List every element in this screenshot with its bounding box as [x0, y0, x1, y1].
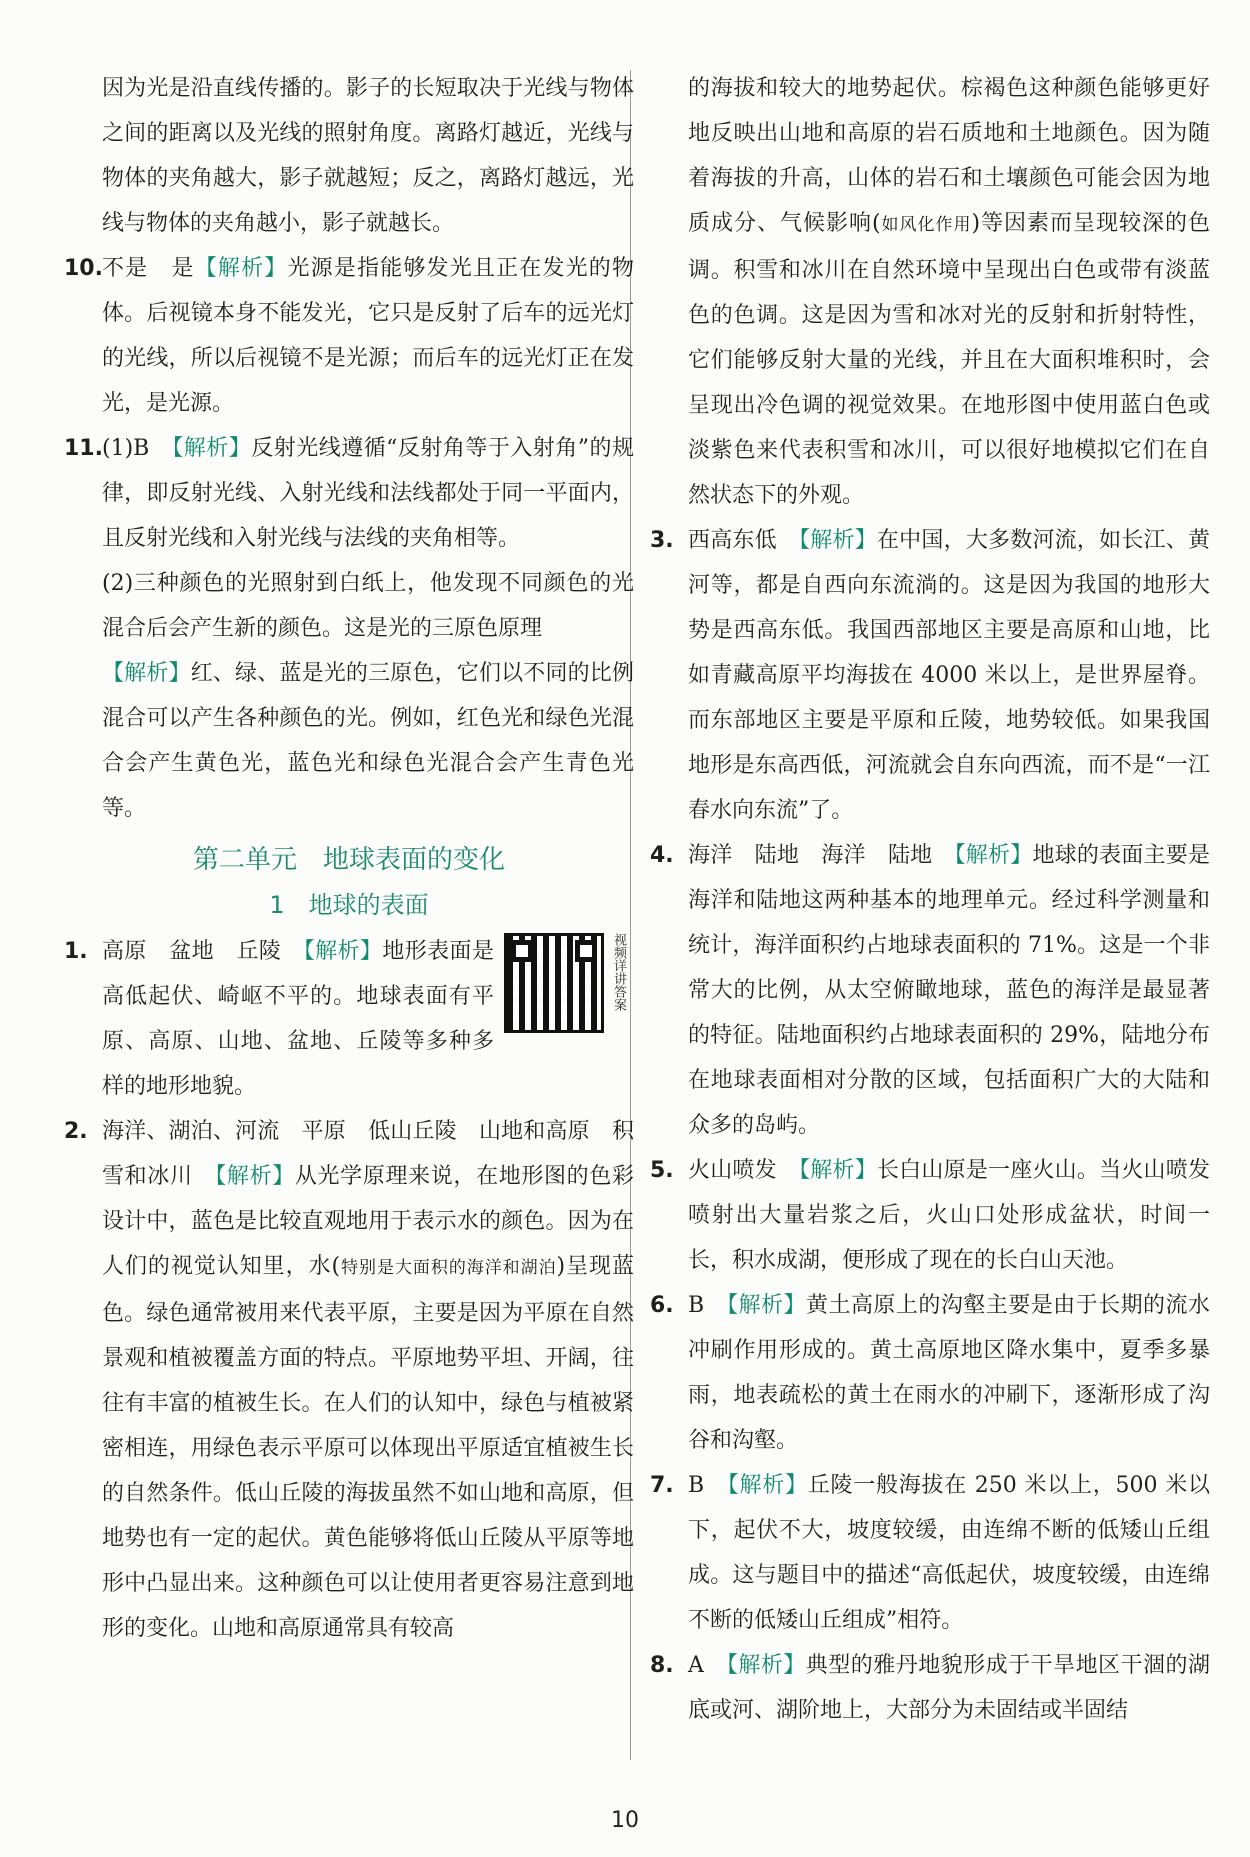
analysis-text: 的海拔和较大的地势起伏。棕褐色这种颜色能够更好地反映出山地和高原的岩石质地和土地颜色。因为随着海拔的升高，山体的岩石和土壤颜色可能会因为地质成分、气候影响(: [688, 76, 1210, 236]
intro-paragraph: 因为光是沿直线传播的。影子的长短取决于光线与物体之间的距离以及光线的照射角度。离路灯越近，光线与物体的夹角越大，影子就越短；反之，离路灯越远，光线与物体的夹角越小，影子就越长。: [102, 76, 634, 236]
analysis-text: 红、绿、蓝是光的三原色，它们以不同的比例混合可以产生各种颜色的光。例如，红色光和绿色光混合会产生黄色光，蓝色光和绿色光混合会产生青色光等。: [102, 661, 634, 821]
analysis-text: 典型的雅丹地貌形成于干旱地区干涸的湖底或河、湖阶地上，大部分为未固结或半固结: [688, 1653, 1210, 1723]
analysis-text: 反射光线遵循“反射角等于入射角”的规律，即反射光线、入射光线和法线都处于同一平面内，且反射光线和入射光线与法线的夹角相等。: [102, 436, 634, 551]
answer: 高原 盆地 丘陵: [102, 939, 304, 964]
analysis-text: 地形表面是高低起伏、崎岖不平的。地球表面有平原、高原、山地、盆地、丘陵等多种多样的地形地貌。: [102, 939, 494, 1099]
analysis-note: 如风化作用: [880, 215, 972, 235]
question-6: [650, 1283, 1210, 1463]
analysis-tag: 【解析】: [172, 436, 252, 461]
analysis-text: 从光学原理来说，在地形图的色彩设计中，蓝色是比较直观地用于表示水的颜色。因为在人们的视觉认知里，水(: [102, 1164, 634, 1279]
analysis-tag: 【解析】: [102, 661, 191, 686]
question-number: 4.: [650, 843, 674, 868]
analysis-text: 地球的表面主要是海洋和陆地这两种基本的地理单元。经过科学测量和统计，海洋面积约占地球表面积的 71%。这是一个非常大的比例，从太空俯瞰地球，蓝色的海洋是最显著的特征。陆地面积约占地球表面积的 29%，陆地分布在地球表面相对分散的区域，包括面积广大的大陆和众多的岛屿。: [688, 843, 1210, 1138]
question-number: 11.: [64, 436, 103, 461]
question-8: [650, 1643, 1210, 1733]
analysis-tag: 【解析】: [194, 256, 288, 281]
analysis-text-cont: )等因素而呈现较深的色调。积雪和冰川在自然环境中呈现出白色或带有淡蓝色的色调。这是因为雪和冰对光的反射和折射特性，它们能够反射大量的光线，并且在大面积堆积时，会呈现出冷色调的视觉效果。在地形图中使用蓝白色或淡紫色来代表积雪和冰川，可以很好地模拟它们在自然状态下的外观。: [688, 211, 1210, 508]
question-2-continued: [650, 66, 1210, 518]
analysis-text: 光源是指能够发光且正在发光的物体。后视镜本身不能发光，它只是反射了后车的远光灯的光线，所以后视镜不是光源；而后车的远光灯正在发光，是光源。: [102, 256, 634, 416]
answer: B: [688, 1293, 728, 1318]
analysis-tag: 【解析】: [727, 1293, 806, 1318]
answer: 海洋 陆地 海洋 陆地: [688, 843, 955, 868]
answer: 西高东低: [688, 528, 800, 553]
answer: 海洋、湖泊、河流 平原 低山丘陵 山地和高原 积雪和冰川: [102, 1119, 634, 1189]
answer: 不是 是: [102, 256, 195, 281]
question-number: 3.: [650, 528, 674, 553]
analysis-tag: 【解析】: [726, 1653, 806, 1678]
question-number: 7.: [650, 1473, 674, 1498]
analysis-tag: 【解析】: [303, 939, 383, 964]
question-11-part-2-analysis: [64, 651, 634, 831]
question-4: [650, 833, 1210, 1148]
analysis-tag: 【解析】: [215, 1164, 295, 1189]
answer: 火山喷发: [688, 1158, 800, 1183]
analysis-text-cont: )呈现蓝色。绿色通常被用来代表平原，主要是因为平原在自然景观和植被覆盖方面的特点。平原地势平坦、开阔，往往有丰富的植被生长。在人们的认知中，绿色与植被紧密相连，用绿色表示平原可以体现出平原适宜植被生长的自然条件。低山丘陵的海拔虽然不如山地和高原，但地势也有一定的起伏。黄色能够将低山丘陵从平原等地形中凸显出来。这种颜色可以让使用者更容易注意到地形的变化。山地和高原通常具有较高: [102, 1254, 634, 1641]
question-number: 6.: [650, 1293, 674, 1318]
answer: (1)B: [102, 436, 173, 461]
answer: A: [688, 1653, 727, 1678]
analysis-text: 黄土高原上的沟壑主要是由于长期的流水冲刷作用形成的。黄土高原地区降水集中，夏季多暴雨，地表疏松的黄土在雨水的冲刷下，逐渐形成了沟谷和沟壑。: [688, 1293, 1210, 1453]
analysis-tag: 【解析】: [799, 528, 877, 553]
question-11: [64, 426, 634, 561]
question-11-part-2: (2)三种颜色的光照射到白纸上，他发现不同颜色的光混合后会产生新的颜色。这是光的三原色原理: [102, 571, 634, 641]
analysis-text: 长白山原是一座火山。当火山喷发喷射出大量岩浆之后，火山口处形成盆状，时间一长，积水成湖，便形成了现在的长白山天池。: [688, 1158, 1210, 1273]
question-10: [64, 246, 634, 426]
unit-title: 第二单元 地球表面的变化: [192, 845, 505, 875]
question-number: 1.: [64, 939, 88, 964]
left-column: [64, 66, 634, 1651]
analysis-text: 在中国，大多数河流，如长江、黄河等，都是自西向东流淌的。这是因为我国的地形大势是西高东低。我国西部地区主要是高原和山地，比如青藏高原平均海拔在 4000 米以上，是世界屋脊。而东部地区主要是平原和丘陵，地势较低。如果我国地形是东高西低，河流就会自东向西流，而不是“一江春水向东流”了。: [688, 528, 1210, 823]
lesson-title: 1 地球的表面: [269, 891, 429, 919]
analysis-tag: 【解析】: [799, 1158, 877, 1183]
page-number: 10: [611, 1808, 639, 1833]
qr-label: 视频详讲答案: [611, 933, 626, 1011]
question-5: [650, 1148, 1210, 1283]
question-number: 5.: [650, 1158, 674, 1183]
analysis-note: 特别是大面积的海洋和湖泊: [340, 1258, 557, 1278]
question-3: [650, 518, 1210, 833]
question-7: [650, 1463, 1210, 1643]
question-2: [64, 1109, 634, 1651]
right-column: [650, 66, 1210, 1733]
question-number: 8.: [650, 1653, 674, 1678]
answer: B: [688, 1473, 728, 1498]
question-number: 2.: [64, 1119, 88, 1144]
analysis-text: 丘陵一般海拔在 250 米以上，500 米以下，起伏不大，坡度较缓，由连绵不断的低矮山丘组成。这与题目中的描述“高低起伏，坡度较缓，由连绵不断的低矮山丘组成”相符。: [688, 1473, 1210, 1633]
question-number: 10.: [64, 256, 103, 281]
analysis-tag: 【解析】: [954, 843, 1033, 868]
analysis-tag: 【解析】: [727, 1473, 808, 1498]
question-1: [64, 929, 634, 1109]
